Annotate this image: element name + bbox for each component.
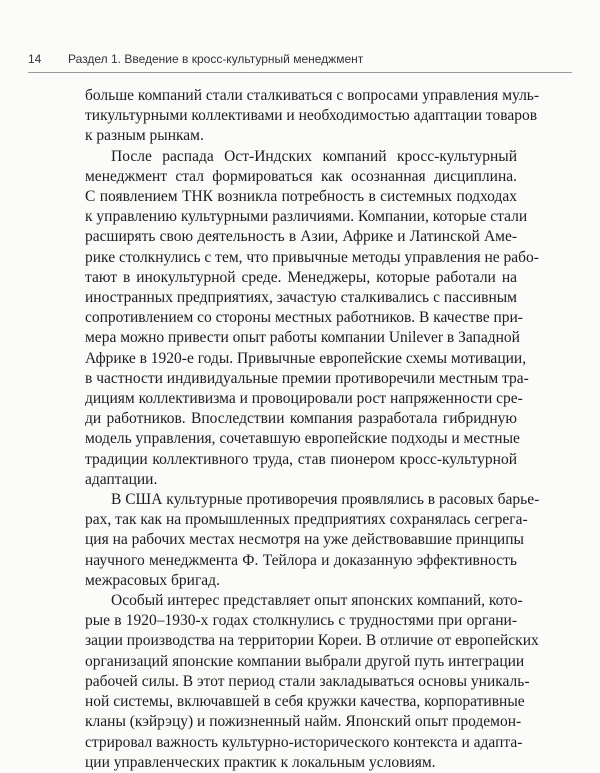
text-line: Особый интерес представляет опыт японских компаний, кото- (111, 592, 523, 610)
text-line: С появлением ТНК возникла потребность в системных подходах (85, 188, 517, 206)
text-line: научного менеджмента Ф. Тейлора и доказанную эффективность (85, 551, 517, 569)
text-line: тают в инокультурной среде. Менеджеры, которые работали на (85, 268, 517, 286)
text-line: традиции коллективного труда, став пионером кросс-культурной (85, 450, 517, 468)
text-line: к управлению культурными различиями. Компании, которые стали (85, 208, 528, 226)
text-line: ди работников. Впоследствии компания разработала гибридную (85, 410, 517, 428)
text-line: ция на рабочих местах несмотря на уже действовавшие принципы (85, 531, 524, 549)
text-line: в частности индивидуальные премии противоречили местным тра- (85, 369, 529, 387)
text-line: рые в 1920–1930-х годах столкнулись с трудностями при органи- (85, 612, 517, 630)
text-line: рах, так как на промышленных предприятиях сохранялась сегрега- (85, 511, 528, 529)
page-number: 14 (28, 52, 42, 66)
text-line: тикультурными коллективами и необходимостью адаптации товаров (85, 107, 538, 125)
text-line: дициям коллективизма и провоцировали рост напряженности сре- (85, 390, 523, 408)
text-line: стрировал важность культурно-исторического контекста и адапта- (85, 733, 523, 751)
text-line: ции управленческих практик к локальным условиям. (85, 753, 436, 771)
text-line: Африке в 1920-е годы. Привычные европейские схемы мотивации, (85, 349, 527, 367)
text-line: рабочей силы. В этот период стали закладываться основы уникаль- (85, 672, 530, 690)
text-line: ной системы, включавшей в себя кружки качества, корпоративные (85, 693, 525, 711)
text-line: кланы (кэйрэцу) и пожизненный найм. Японский опыт продемон- (85, 713, 522, 731)
running-header (28, 52, 572, 66)
body-text (85, 86, 540, 773)
text-line: сопротивлением со стороны местных работников. В качестве при- (85, 309, 523, 327)
text-line: После распада Ост-Индских компаний кросс-культурный (111, 147, 517, 165)
text-line: иностранных предприятиях, зачастую сталкивались с пассивным (85, 289, 517, 307)
header-divider (28, 72, 572, 73)
paragraph (85, 86, 540, 147)
paragraph (85, 591, 539, 773)
text-line: адаптации. (85, 470, 158, 488)
text-line: больше компаний стали сталкиваться с вопросами управления муль- (85, 87, 540, 104)
text-line: менеджмент стал формироваться как осознанная дисциплина. (85, 167, 517, 185)
paragraph (85, 147, 539, 490)
text-line: межрасовых бригад. (85, 571, 220, 589)
text-line: зации производства на территории Кореи. В отличие от европейских (85, 632, 539, 650)
paragraph (85, 490, 540, 591)
text-line: модель управления, сочетавшую европейские подходы и местные (85, 430, 520, 448)
text-line: мера можно привести опыт работы компании Unilever в Западной (85, 329, 520, 347)
text-line: В США культурные противоречия проявлялись в расовых барье- (111, 491, 540, 509)
text-line: рике столкнулись с тем, что привычные методы управления не рабо- (85, 248, 539, 266)
text-line: организаций японские компании выбрали другой путь интеграции (85, 652, 525, 670)
text-line: к разным рынкам. (85, 127, 204, 145)
text-line: расширять свою деятельность в Азии, Африке и Латинской Аме- (85, 228, 517, 246)
section-title: Раздел 1. Введение в кросс-культурный менеджмент (68, 52, 364, 66)
